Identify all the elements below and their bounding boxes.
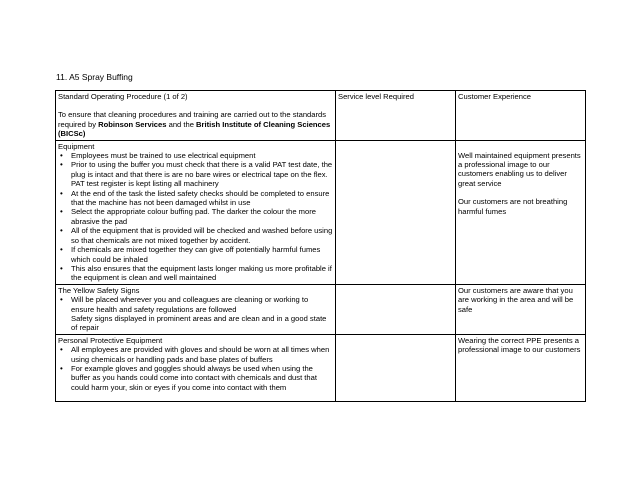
sop-table — [55, 90, 586, 402]
equipment-cell — [56, 140, 336, 284]
ppe-list — [58, 345, 333, 392]
table-row-equipment — [56, 140, 586, 284]
customer-cell — [456, 284, 586, 334]
equipment-title: Equipment — [58, 141, 95, 151]
sop-title: Standard Operating Procedure (1 of 2) — [58, 92, 188, 101]
customer-experience-text: Well maintained equipment presents a professional image to our customers enabling us to deliver great service — [458, 150, 581, 188]
table-row-ppe — [56, 334, 586, 401]
list-item: • All employees are provided with gloves and should be worn at all times when using chemicals or handling pads and base plates of buffers — [58, 345, 333, 364]
yellow-signs-cell — [56, 284, 336, 334]
list-item: • Will be placed wherever you and colleagues are cleaning or working to ensure health and safety regulations are followed — [58, 295, 333, 314]
service-level-cell — [336, 284, 456, 334]
table-header-row — [56, 91, 586, 141]
org-bicsc: British Institute of Cleaning Sciences (BICSc) — [58, 119, 331, 139]
yellow-signs-list — [58, 295, 333, 314]
service-level-cell — [336, 140, 456, 284]
intro-mid: and the — [166, 119, 197, 129]
customer-cell — [456, 140, 586, 284]
ppe-cell — [56, 334, 336, 401]
list-item: • At the end of the task the listed safety checks should be completed to ensure that the machine has not been damaged whilst in use — [58, 189, 333, 208]
service-level-cell — [336, 334, 456, 401]
sop-intro — [58, 110, 333, 138]
ppe-title: Personal Protective Equipment — [58, 335, 163, 345]
customer-experience-text: Our customers are not breathing harmful fumes — [458, 197, 568, 216]
customer-experience-text: Wearing the correct PPE presents a professional image to our customers — [458, 335, 581, 355]
intro-text: To ensure that cleaning procedures and training are carried out to the standards required by — [58, 110, 327, 129]
customer-experience-text: Our customers are aware that you are working in the area and will be safe — [458, 285, 574, 314]
service-level-header: Service level Required — [336, 91, 456, 141]
customer-cell — [456, 334, 586, 401]
sop-header-cell — [56, 91, 336, 141]
yellow-signs-extra: Safety signs displayed in prominent areas and are clean and in a good state of repair — [71, 313, 327, 333]
list-item: • Select the appropriate colour buffing pad. The darker the colour the more abrasive the pad — [58, 207, 333, 226]
list-item: • Prior to using the buffer you must check that there is a valid PAT test date, the plug is intact and that there is are no bare wires or electrical tape on the flex. PAT test register is kept listing all machinery — [58, 160, 333, 188]
list-item: • If chemicals are mixed together they can give off potentially harmful fumes which could be inhaled — [58, 245, 333, 264]
list-item: • Employees must be trained to use electrical equipment — [58, 151, 333, 160]
org-robinson: Robinson Services — [98, 119, 167, 129]
list-item: • For example gloves and goggles should always be used when using the buffer as you hands could come into contact with chemicals and dust that could harm your, skin or eyes if you come into contact with them — [58, 364, 333, 392]
list-item: • All of the equipment that is provided will be checked and washed before using so that chemicals are not mixed together by accident. — [58, 226, 333, 245]
yellow-signs-title: The Yellow Safety Signs — [58, 285, 140, 295]
customer-experience-header: Customer Experience — [456, 91, 586, 141]
equipment-list — [58, 151, 333, 283]
table-row-yellow-signs — [56, 284, 586, 334]
section-heading: 11. A5 Spray Buffing — [56, 72, 133, 82]
list-item: • This also ensures that the equipment lasts longer making us more profitable if the equipment is clean and well maintained — [58, 264, 333, 283]
